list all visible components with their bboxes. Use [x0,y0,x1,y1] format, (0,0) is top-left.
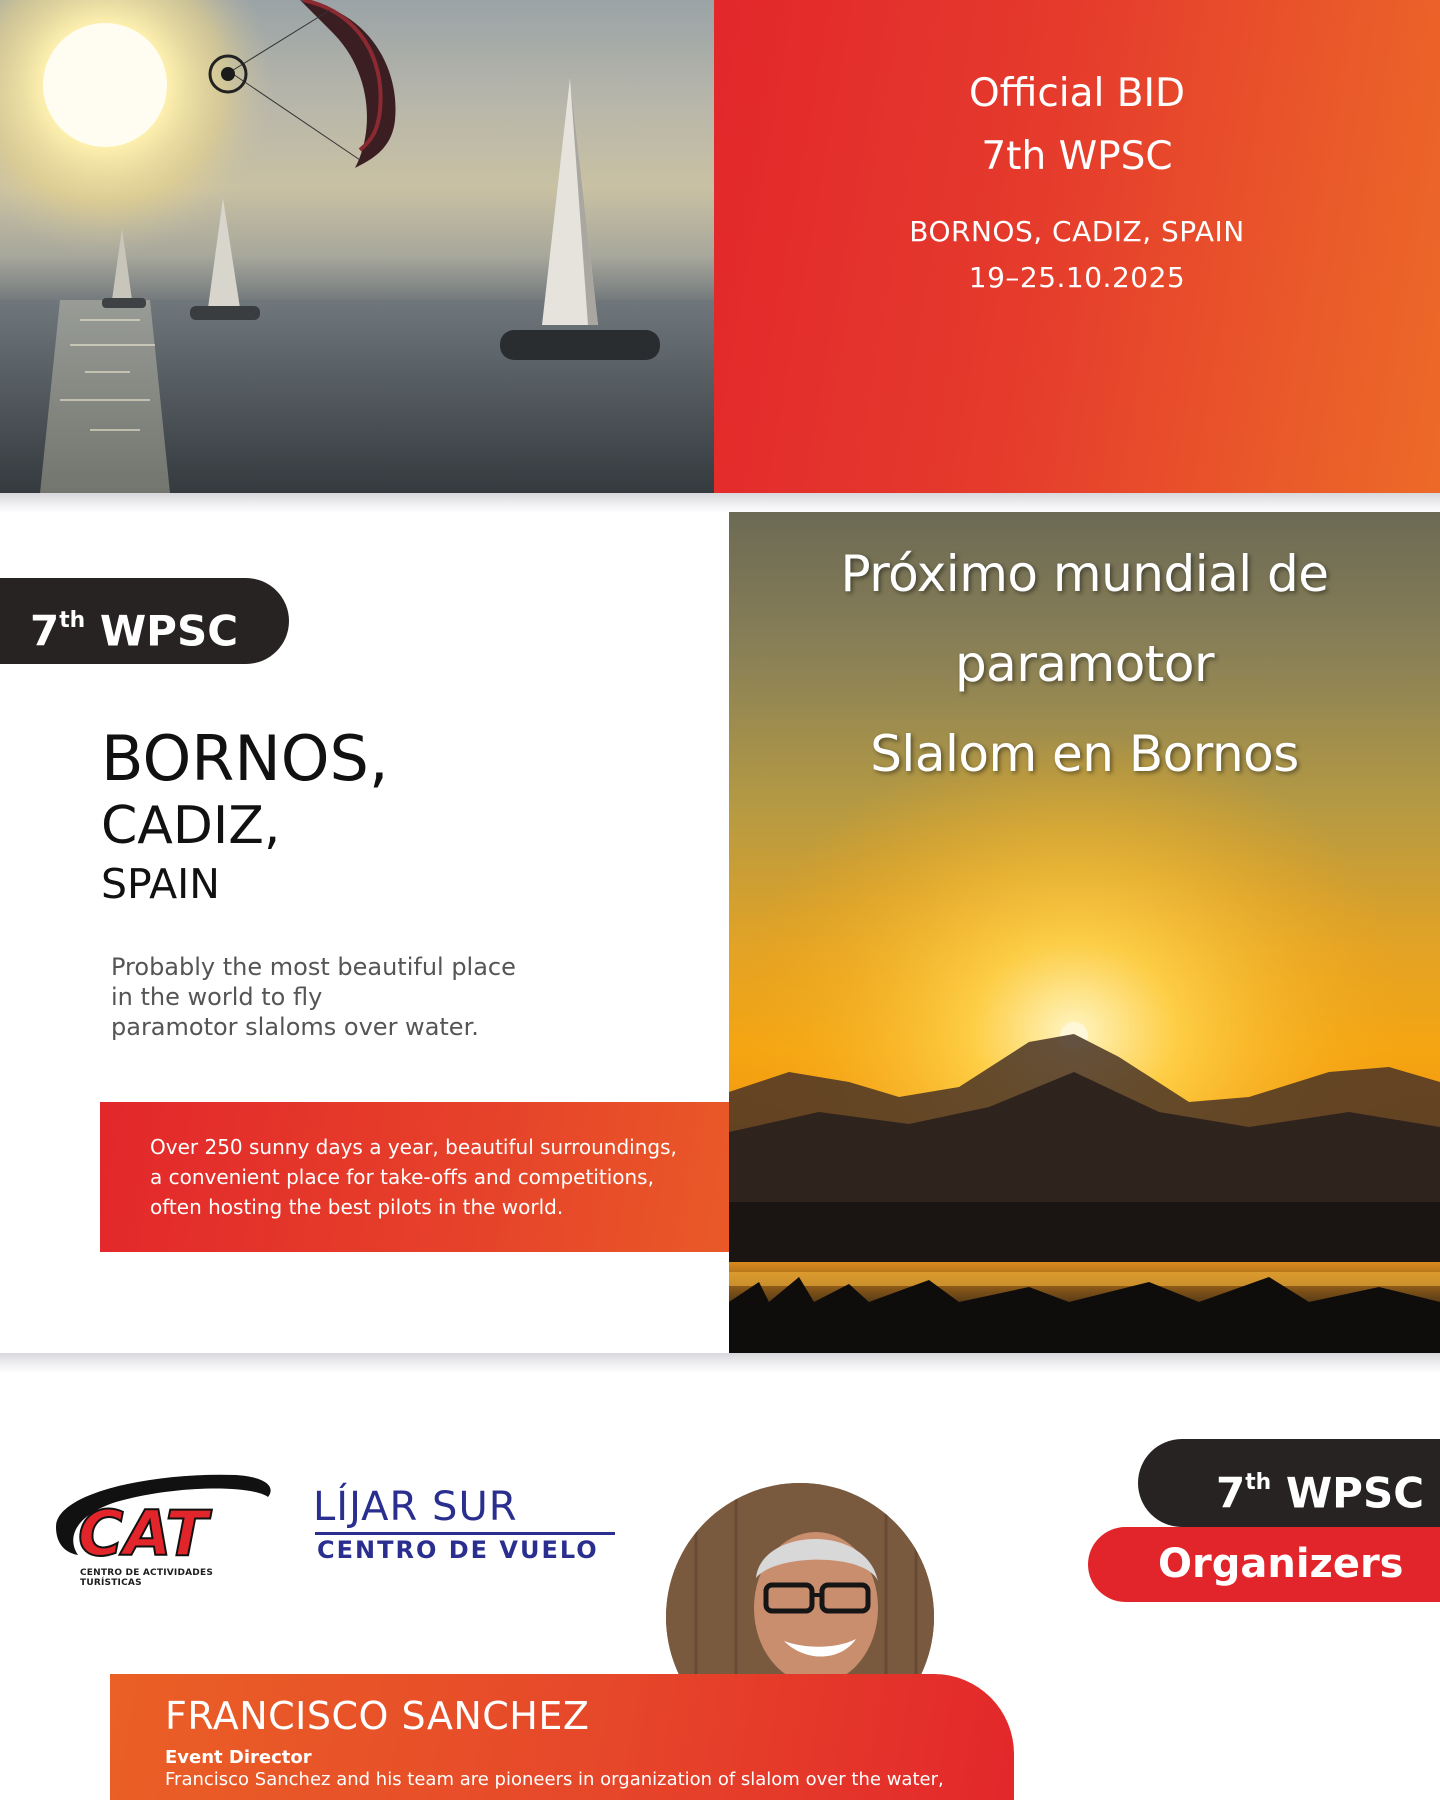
venue-city: BORNOS, [101,722,389,795]
description-line: paramotor slaloms over water. [111,1013,479,1041]
bid-dates: 19–25.10.2025 [968,261,1186,294]
organizer-name: FRANCISCO SANCHEZ [165,1694,590,1738]
bid-title-panel [714,0,1440,493]
description-line: in the world to fly [111,983,323,1011]
badge-number: 7 [30,606,60,656]
venue-country: SPAIN [101,860,220,908]
highlight-line: often hosting the best pilots in the world. [150,1195,564,1219]
venue-highlight-box [100,1102,788,1252]
bid-location: BORNOS, CADIZ, SPAIN [909,215,1245,248]
venue-slide [0,512,1440,1353]
organizer-card [110,1674,1014,1800]
bid-cover-slide [0,0,1440,493]
slide-divider [0,493,1440,513]
highlight-line: Over 250 sunny days a year, beautiful surroundings, [150,1135,677,1159]
photo-title-line1: Próximo mundial de paramotor [840,545,1329,693]
bid-title-line2: 7th WPSC [981,134,1173,179]
organizer-bio: Francisco Sanchez and his team are pioneers in organization of slalom over the water, [165,1769,944,1790]
organizers-label: Organizers [1088,1527,1440,1602]
description-line: Probably the most beautiful place [111,953,516,981]
sunset-mountain-photo [729,512,1440,1353]
lijar-logo-title: LÍJAR SUR [313,1484,518,1530]
highlight-text [150,1132,770,1222]
badge-suffix: th [1245,1470,1272,1495]
organizer-role: Event Director [165,1747,312,1768]
bid-title-line1: Official BID [968,71,1186,116]
wpsc-badge [1138,1439,1440,1527]
badge-suffix: th [59,608,86,633]
cat-logo-text: CAT [78,1497,208,1570]
highlight-line: a convenient place for take-offs and competitions, [150,1165,654,1189]
lijar-logo-subtitle: CENTRO DE VUELO [317,1536,599,1564]
badge-number: 7 [1216,1468,1246,1518]
cat-logo [36,1467,276,1588]
photo-title-line2: Slalom en Bornos [870,725,1299,783]
cat-subtitle: CENTRO DE ACTIVIDADES TURÍSTICAS [80,1568,213,1588]
badge-text: WPSC [99,606,239,656]
bid-subtitle [714,209,1440,301]
slide-divider [0,1353,1440,1373]
lijar-sur-logo [313,1480,618,1570]
badge-text: WPSC [1285,1468,1425,1518]
photo-title [729,529,1440,799]
wpsc-badge [0,578,289,664]
organizers-slide [0,1372,1440,1800]
venue-province: CADIZ, [101,796,281,856]
bid-title [714,62,1440,188]
lijar-logo-rule [315,1532,615,1535]
venue-description [111,952,571,1042]
paramotor-sea-photo [0,0,714,493]
